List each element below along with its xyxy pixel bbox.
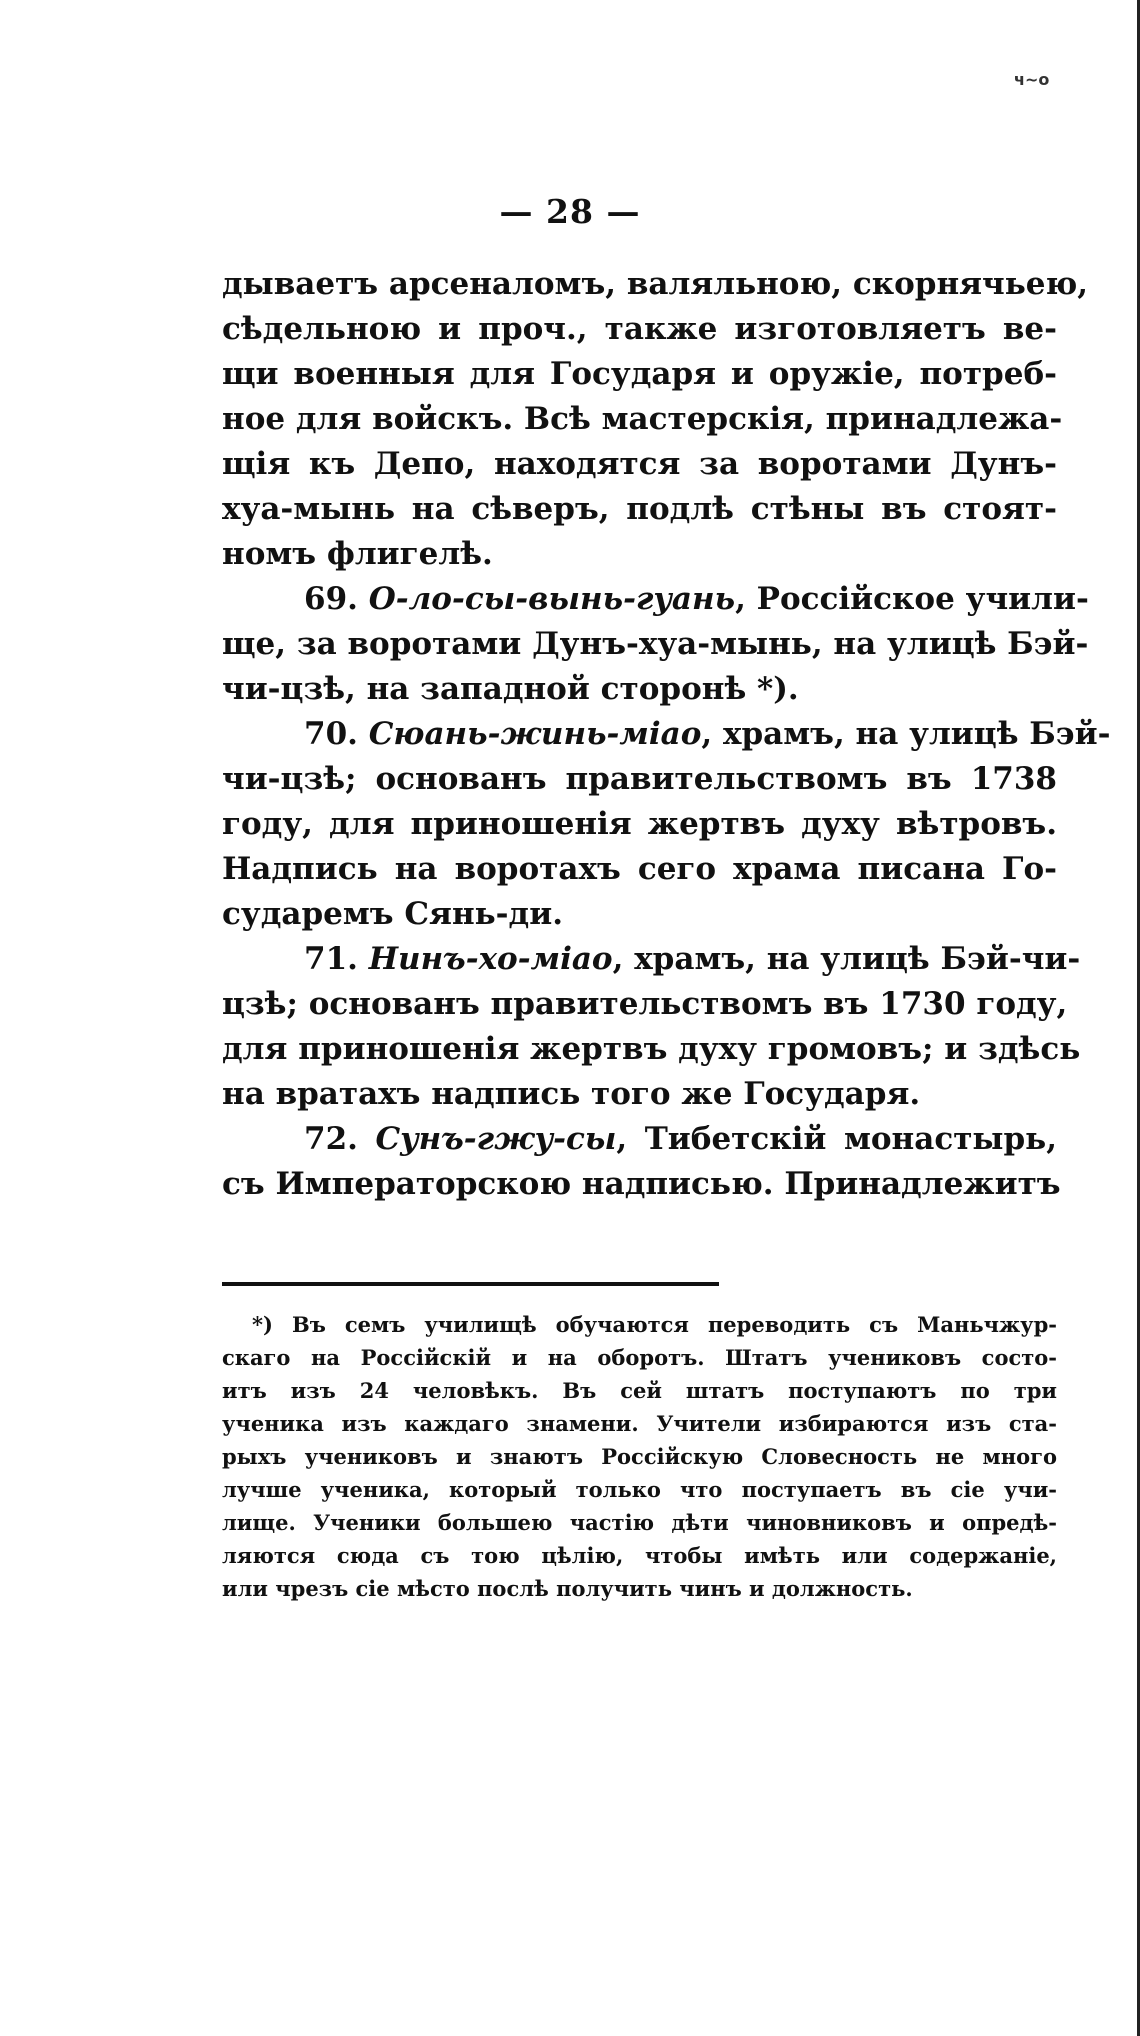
page-number: — 28 — <box>499 192 641 231</box>
footnote-line: итъ изъ 24 человѣкъ. Въ сей штатъ поступаютъ по три <box>222 1378 1057 1403</box>
footnote-line: ученика изъ каждаго знамени. Учители избираются изъ ста- <box>222 1411 1057 1436</box>
footnote-line: *) Въ семъ училищѣ обучаются переводить съ Маньчжур- <box>252 1312 1057 1337</box>
footnote-line: рыхъ учениковъ и знаютъ Россійскую Словесность не много <box>222 1444 1057 1469</box>
text-line: номъ флигелѣ. <box>222 536 493 572</box>
entry-title: Сюань-жинь-міао <box>368 716 702 752</box>
text-line: Надпись на воротахъ сего храма писана Го- <box>222 851 1057 887</box>
text-line: щи военныя для Государя и оружіе, потреб- <box>222 356 1057 392</box>
text-line: щія къ Депо, находятся за воротами Дунъ- <box>222 446 1057 482</box>
footnote-line: ляются сюда съ тою цѣлію, чтобы имѣть или содержаніе, <box>222 1543 1057 1568</box>
text-line: для приношенія жертвъ духу громовъ; и здѣсь <box>222 1031 1081 1067</box>
footnote <box>222 1308 1057 1605</box>
text-line: сударемъ Сянь-ди. <box>222 896 563 932</box>
text-line: ще, за воротами Дунъ-хуа-мынь, на улицѣ Бэй- <box>222 626 1089 662</box>
text-line: чи-цзѣ; основанъ правительствомъ въ 1738 <box>222 761 1057 797</box>
corner-mark: ч~о <box>1014 70 1050 89</box>
footnote-line: или чрезъ сіе мѣсто послѣ получить чинъ и должность. <box>222 1576 913 1601</box>
entry-title: О-ло-сы-вынь-гуань <box>368 581 736 617</box>
text-line: чи-цзѣ, на западной сторонѣ *). <box>222 671 799 707</box>
text-line-entry-70: 70. Сюань-жинь-міао, храмъ, на улицѣ Бэй- <box>304 716 1111 752</box>
text-line-entry-72: 72. Сунъ-гжу-сы, Тибетскій монастырь, <box>304 1121 1057 1157</box>
text-line: году, для приношенія жертвъ духу вѣтровъ. <box>222 806 1057 842</box>
text-line: цзѣ; основанъ правительствомъ въ 1730 году, <box>222 986 1068 1022</box>
footnote-line: лище. Ученики большею частію дѣти чиновниковъ и опредѣ- <box>222 1510 1057 1535</box>
text-line: дываетъ арсеналомъ, валяльною, скорнячьею, <box>222 266 1089 302</box>
main-text <box>222 262 1111 1207</box>
text-line: сѣдельною и проч., также изготовляетъ ве- <box>222 311 1057 347</box>
footnote-line: лучше ученика, который только что поступаетъ въ сіе учи- <box>222 1477 1057 1502</box>
text-line: ное для войскъ. Всѣ мастерскія, принадлежа- <box>222 401 1063 437</box>
text-line: на вратахъ надпись того же Государя. <box>222 1076 921 1112</box>
text-line: съ Императорскою надписью. Принадлежитъ <box>222 1166 1061 1202</box>
text-line-entry-71: 71. Нинъ-хо-міао, храмъ, на улицѣ Бэй-чи- <box>304 941 1081 977</box>
text-line-entry-69: 69. О-ло-сы-вынь-гуань, Россійское учили- <box>304 581 1089 617</box>
entry-title: Сунъ-гжу-сы <box>375 1121 617 1157</box>
entry-title: Нинъ-хо-міао <box>368 941 613 977</box>
footnote-divider <box>222 1282 719 1286</box>
footnote-line: скаго на Россійскій и на оборотъ. Штатъ учениковъ состо- <box>222 1345 1057 1370</box>
text-line: хуа-мынь на сѣверъ, подлѣ стѣны въ стоят- <box>222 491 1057 527</box>
